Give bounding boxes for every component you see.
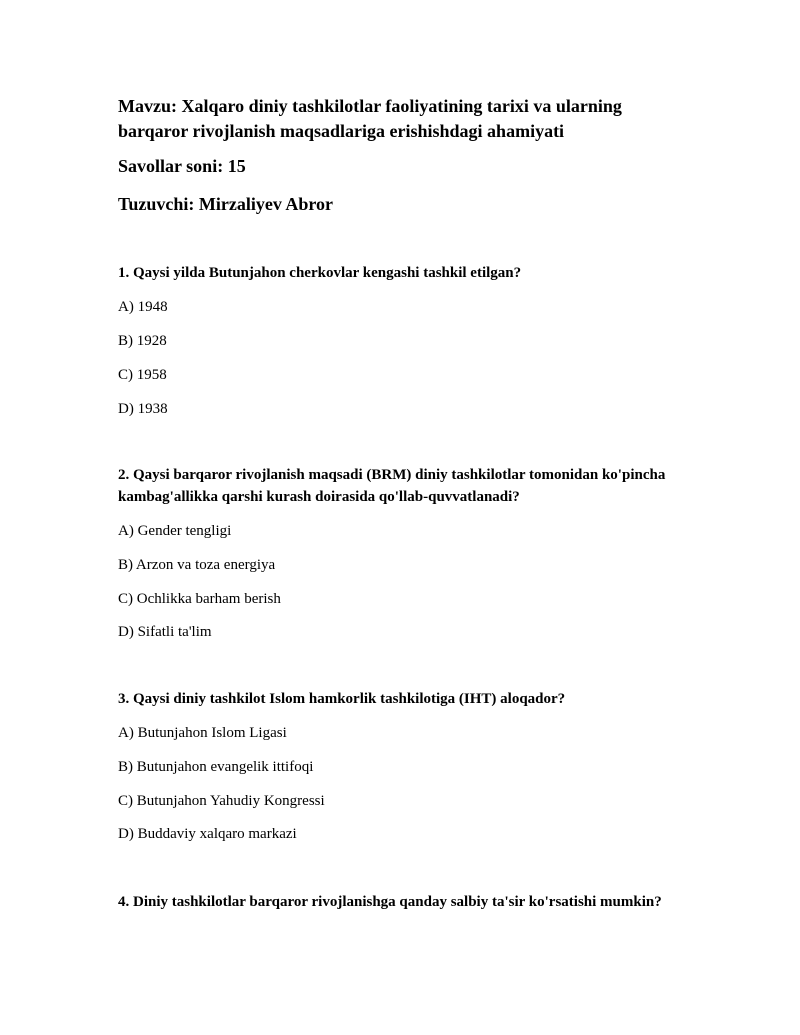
answer-option: C) Ochlikka barham berish bbox=[118, 591, 281, 607]
author: Tuzuvchi: Mirzaliyev Abror bbox=[118, 194, 333, 214]
answer-option: B) Arzon va toza energiya bbox=[118, 557, 276, 573]
answer-option: A) Gender tengligi bbox=[118, 523, 232, 539]
answer-option: A) Butunjahon Islom Ligasi bbox=[118, 725, 287, 741]
answer-option: B) 1928 bbox=[118, 333, 167, 349]
question-text: 4. Diniy tashkilotlar barqaror rivojlanishga qanday salbiy ta'sir ko'rsatishi mumkin? bbox=[118, 894, 662, 910]
question-text: 3. Qaysi diniy tashkilot Islom hamkorlik tashkilotiga (IHT) aloqador? bbox=[118, 691, 566, 707]
answer-option: C) Butunjahon Yahudiy Kongressi bbox=[118, 793, 325, 809]
answer-option: D) Buddaviy xalqaro markazi bbox=[118, 826, 297, 842]
answer-option: B) Butunjahon evangelik ittifoqi bbox=[118, 759, 314, 775]
answer-option: C) 1958 bbox=[118, 367, 167, 383]
question-text: 2. Qaysi barqaror rivojlanish maqsadi (BRM) diniy tashkilotlar tomonidan ko'pincha kambag'allikka qarshi kurash doirasida qo'llab-quvvatlanadi? bbox=[118, 467, 666, 505]
answer-option: A) 1948 bbox=[118, 299, 168, 315]
question-count: Savollar soni: 15 bbox=[118, 156, 246, 176]
answer-option: D) Sifatli ta'lim bbox=[118, 624, 212, 640]
document-title: Mavzu: Xalqaro diniy tashkilotlar faoliyatining tarixi va ularning barqaror rivojlanish maqsadlariga erishishdagi ahamiyati bbox=[118, 96, 622, 141]
question-text: 1. Qaysi yilda Butunjahon cherkovlar kengashi tashkil etilgan? bbox=[118, 265, 522, 281]
answer-option: D) 1938 bbox=[118, 401, 168, 417]
